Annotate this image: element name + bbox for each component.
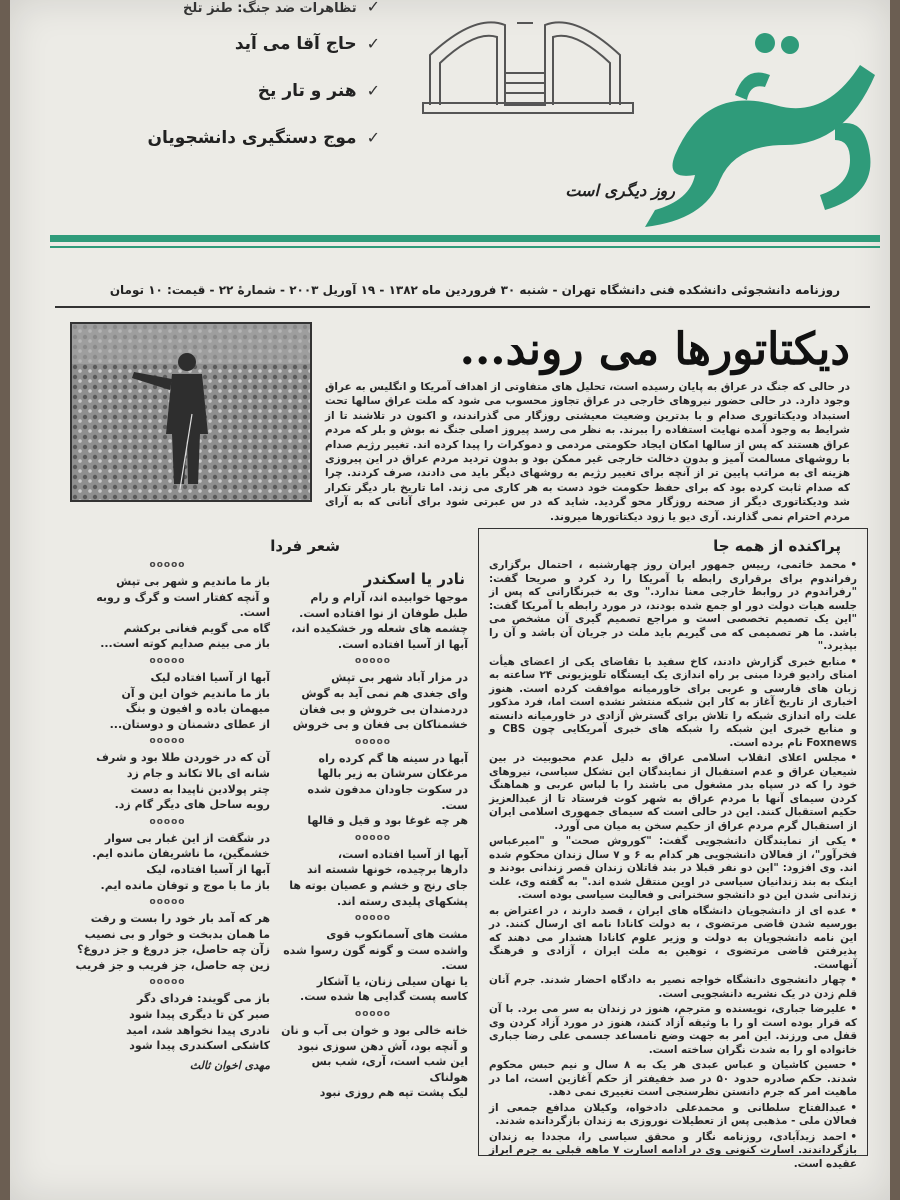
poem-line: آبها از آسیا افتاده است، [337, 847, 468, 861]
lead-photo [70, 322, 312, 502]
poem-section-title: شعر فردا [270, 537, 340, 555]
news-item: •علیرضا جباری، نویسنده و مترجم، هنوز در زندان به سر می برد. با آن که قرار بوده است او را با وثیقه آزاد کنند، هنوز در مورد آزاد کردن وی قفل می ورزند. این امر به جهت وضع نامساعد جسمی علی رضا جباری خانواده او را به شدت نگران ساخته است. [489, 1003, 857, 1056]
toc-item: ✓تظاهرات ضد جنگ: طنز تلخ [80, 0, 380, 20]
table-of-contents [80, 0, 380, 161]
poem-line: دارها برچیده، خونها شسته اند [306, 863, 468, 877]
check-icon: ✓ [366, 81, 380, 100]
poem-line: آبها از آسیا افتاده لیک [150, 670, 270, 684]
poem-line: کاشکی اسکندری پیدا شود [129, 1039, 270, 1053]
poem-line: چشمه های شعله ور خشکیده اند، [291, 622, 468, 636]
logo-title: فردا [714, 162, 795, 216]
bullet-icon: • [850, 559, 857, 571]
news-item: •حسین کاشیان و عباس عبدی هر یک به ۸ سال و نیم حبس محکوم شدند. حکم صادره حدود ۵۰ در صد خفیفتر از حکم آغازین است، اما در ماهیت امر که جرم دانستن نظرسنجی است تغییری نمی دهد. [489, 1059, 857, 1098]
toc-item: ✓حاج آقا می آید [234, 34, 380, 54]
poem-line: موجها خوابیده اند، آرام و رام [310, 591, 468, 604]
stanza-separator: ooooo [355, 656, 391, 667]
stanza-separator: ooooo [149, 897, 186, 908]
statue-photo [72, 324, 310, 500]
bullet-icon: • [850, 1130, 857, 1143]
check-icon: ✓ [366, 34, 380, 53]
lead-article-text: در حالی که جنگ در عراق به پایان رسیده است، تحلیل های متفاوتی از اهداف آمریکا و انگلیس به عراق وجود دارد. در حالی حضور نیروهای خارجی در عراق تجاوز محسوب می شود که ملت عراق سالها تحت استبداد ودیکتاتوری صدام و با بدترین وضعیت معیشتی روزگار می گذراندند، و اکنون در تلاشند تا از شرایط به وجود آمده نهایت استفاده را ببرند. به نظر می رسد پیروز اصلی جنگ نه بوش و بلر که مردم عراق هستند که پس از سالها امکان ایجاد حکومتی مردمی و دموکرات را پیدا کرده اند. تغییر رژیم صدام با روشهای مسالمت آمیز و بدون دخالت خارجی غیر ممکن بود و بدون تردید مردم عراق در این پیروزی هزینه ای به مراتب پایین تر از آنچه برای تغییر رژیم به روشهای دیگر باید می دادند، صرف کردند. چرا که صدام ثابت کرده بود که برای حفظ حکومت خود دست به هر کاری می زند. اما تاریخ بار دیگر تکرار شد ودیکتاتوری دیگر از صحنه روزگار محو گردید. شاید که در س عبرتی شود برای آنانی که به آرای مردم احترام نمی گذارند. آری دیو یا زود دیکتاتورها میروند. [325, 381, 850, 523]
newspaper-page [10, 0, 890, 1200]
poem-line: خانه خالی بود و خوان بی آب و نان [281, 1024, 468, 1038]
stanza-separator: ooooo [355, 1009, 391, 1020]
poem-line: پشکهای پلیدی رسته اند. [337, 894, 468, 908]
poem-line: از عطای دشمنان و دوستان... [109, 717, 270, 731]
poem-line: باز ما ماندیم خوان این و آن [121, 686, 270, 700]
poem-line: باز می بینم صدایم کوته است... [100, 637, 270, 651]
stanza-separator: ooooo [355, 832, 391, 843]
news-item: •عبدالفتاح سلطانی و محمدعلی دادخواه، وکیلان مدافع جمعی از فعالان ملی - مذهبی پس از تعطیلات نوروزی به زندان بازگردانده شدند. [489, 1101, 857, 1127]
news-item: •منابع خبری گزارش دادند، کاخ سفید با تقاضای یکی از اعضای هیأت امنای رادیو فردا مبنی بر راه اندازی یک ایستگاه تلویزیونی ۲۴ ساعته به زبان های فارسی و عربی برای خاورمیانه موافقت کرده است. هنوز اخباری از تاریخ آغاز به کار این شبکه منتشر نشده است اما، فرد مذکور علت راه اندازی شبکه را تلاش برای گسترش آزادی در خاورمیانه دانسته و منابع خبری این شبکه را شبکه های خبری آمریکایی چون CBS و Foxnews نام برده است. [489, 655, 858, 749]
poem-line: هر که آمد بار خود را بست و رفت [90, 912, 270, 926]
poem-title: نادر یا اسکندر [363, 570, 465, 588]
poem-line: آبها در سینه ها گم کرده راه [318, 751, 468, 765]
poem-line: و آنچه کفتار است و گرگ و روبه است. [96, 590, 270, 620]
poem-line: در مزار آباد شهر بی تپش [331, 671, 468, 685]
poem-line: این شب است، آری، شب بس هولناک [311, 1055, 468, 1084]
poem-line: چتر پولادین ناپیدا به دست [130, 782, 270, 796]
bullet-icon: • [850, 974, 857, 986]
poem-line: یا نهان سیلی زنان، یا آشکار [316, 974, 468, 988]
poem-line: مرغکان سرشان به زیر بالها [317, 767, 468, 781]
poem-line: وای جغدی هم نمی آید به گوش [301, 686, 468, 700]
poem-line: خشمگین، ما ناشریفان مانده ایم. [92, 847, 270, 861]
poem-line: باز ما با موج و توفان مانده ایم. [100, 878, 270, 892]
stanza-separator: ooooo [149, 655, 186, 666]
toc-item: ✓هنر و تار یخ [257, 81, 380, 101]
poem-line: جای رنج و خشم و عصیان بوته ها [289, 878, 468, 892]
poem-line: صبر کن تا دیگری پیدا شود [129, 1008, 270, 1022]
check-icon: ✓ [366, 0, 380, 16]
poem-line: نادری پیدا نخواهد شد، امید [126, 1023, 270, 1037]
poem-line: باز می گویند: فردای دگر [137, 992, 270, 1006]
logo-slogan: روز دیگری است [565, 181, 675, 200]
bullet-icon: • [850, 904, 857, 917]
news-item: •عده ای از دانشجویان دانشگاه های ایران ، قصد دارند ، در اعتراض به بورسیه شدن قاضی مرتضوی ، به دولت کانادا نامه ای ارسال کنند. در این نامه دانشجویان به دولت و وزیر علوم کانادا هشدار می دهند که پذیرفتن قاضی مرتضوی ، توهین به ملت ایران ، آزادی و فرهنگ آنهاست. [489, 904, 857, 971]
bullet-icon: • [850, 655, 857, 668]
poem-line: ما همان بدبخت و خوار و بی نصیب [84, 927, 270, 941]
news-item: •مجلس اعلای انقلاب اسلامی عراق به دلیل عدم محبوبیت در بین شیعیان عراق و عدم استقبال از نمایندگان این تشکل سیاسی، نیروهای خود را که در سپاه بدر مشغول می باشند را با لباس عربی و هماهنگ کردن سیمای آنها با مردم عراق به شهر کوت فرستاد تا از عبدالعزیز حکیم استقبال کنند. این در حالی است که سیمای جمهوری اسلامی ایران از استقبال گرم مردم عراق از حکیم سخن به میان می آورد. [489, 752, 857, 832]
header-rule-thin [50, 246, 880, 248]
poem-line: دردمندان بی خروش و بی فغان [299, 702, 468, 716]
bullet-icon: • [850, 752, 857, 764]
news-item: •احمد زیدآبادی، روزنامه نگار و محقق سیاسی را، مجددا به زندان بازگرداندند. اسارت کنونی وی در ادامه اسارت ۷ ماهه قبلی به جرم ابراز عقیده است. [489, 1130, 858, 1170]
poem-line: آبها از آسیا افتاده، لیک [146, 862, 270, 876]
poem-line: باز ما ماندیم و شهر بی تپش [116, 575, 270, 588]
poem-line: آن که در خوردن طلا بود و شرف [96, 751, 270, 765]
masthead-line: روزنامه دانشجوئی دانشکده فنی دانشگاه تهران - شنبه ۳۰ فروردین ماه ۱۳۸۲ - ۱۹ آوریل ۲۰۰۳ - شمارهٔ ۲۲ - قیمت: ۱۰ تومان [109, 283, 840, 297]
poem-line: گاه می گویم فغانی برکشم [123, 621, 270, 635]
poem-line: در شگفت از این غبار بی سوار [104, 831, 270, 845]
check-icon: ✓ [366, 128, 380, 147]
lead-headline: دیکتاتورها می روند... [459, 324, 850, 375]
poem-line: واشده ست و گونه گون رسوا شده ست. [283, 943, 468, 973]
toc-item: ✓موج دستگیری دانشجویان [147, 128, 380, 148]
newspaper-logo [405, 5, 885, 240]
poem-line: خشمناکان بی فغان و بی خروش [292, 718, 468, 732]
bullet-icon: • [850, 1003, 857, 1015]
stanza-separator: ooooo [149, 560, 186, 570]
bullet-icon: • [850, 1101, 857, 1114]
news-item: •محمد خاتمی، رییس جمهور ایران روز چهارشنبه ، احتمال برگزاری رفراندوم برای برقراری رابطه با آمریکا را رد کرد و صریحا گفت: "رفراندوم در روابط خارجی معنا ندارد." وی به خبرنگارانی که پس از جلسه هیات دولت دور او جمع شده بودند، در مورد رابطه با آمریکا گفت: "این یک تصمیم تخصصی است و مراجع تصمیم گیری آن مشخص می باشد. ما هر تصمیمی که می گیریم باید ملت در جریان آن باشد و آن را بپذیرد." [489, 559, 857, 652]
poem-line: آبها از آسیا افتاده است. [337, 637, 468, 651]
poem-line: روبه ساحل های دیگر گام زد. [114, 798, 270, 812]
stanza-separator: ooooo [355, 913, 391, 924]
stanza-separator: ooooo [149, 816, 186, 827]
masthead-rule [55, 306, 870, 308]
poem-line: هر چه غوغا بود و قیل و قالها [307, 814, 468, 828]
poem-line: کاسه پست گدایی ها شده ست. [300, 990, 468, 1004]
news-box [478, 528, 868, 1170]
poem-line: شانه ای بالا تکاند و جام زد [126, 766, 270, 780]
poem-line: طبل طوفان از نوا افتاده است. [299, 606, 468, 620]
bullet-icon: • [850, 1059, 857, 1071]
poem-line: لیک پشت تپه هم روزی نبود [319, 1086, 468, 1100]
news-item: •چهار دانشجوی دانشگاه خواجه نصیر به دادگاه احضار شدند. جرم آنان قلم زدن در یک نشریه دانشجویی است. [489, 974, 857, 1000]
stanza-separator: ooooo [355, 736, 391, 747]
poem-line: زآن چه حاصل، جز دروغ و جز دروغ؟ [77, 943, 270, 957]
poet-name: مهدی اخوان ثالث [189, 1058, 270, 1072]
poem-line: در سکوت جاودان مدفون شده ست. [307, 782, 468, 812]
news-box-title: پراکنده از همه جا [713, 537, 841, 555]
stanza-separator: ooooo [149, 977, 186, 988]
poem-column-nader [278, 590, 468, 1150]
poem-line: میهمان باده و افیون و بنگ [125, 702, 270, 716]
poem-line: مشت های آسمانکوب قوی [326, 928, 468, 942]
stanza-separator: ooooo [149, 736, 186, 747]
bullet-icon: • [850, 835, 857, 847]
news-item: •یکی از نمایندگان دانشجویی گفت: "کوروش صحت" و "امیرعباس فخرآور"، از فعالان دانشجویی هر کدام به ۶ و ۷ سال زندان محکوم شده اند. وی افزود: "این دو نفر قبلا در بند قاتلان زندان قصر زندانی بودند و اینک به بند زندانیان سیاسی در اوین منتقل شده اند." به گفته وی، علت زندانی شدن این دو دانشجو سخنرانی و فعالیت سیاسی بوده است. [489, 835, 857, 901]
poem-column-farda [65, 556, 270, 1156]
poem-line: زین چه حاصل، جز فریب و جز فریب [75, 958, 270, 972]
header-rule [50, 235, 880, 242]
university-gate-logo [405, 5, 885, 240]
poem-line: و آنچه بود، آش دهن سوزی نبود [297, 1039, 468, 1053]
